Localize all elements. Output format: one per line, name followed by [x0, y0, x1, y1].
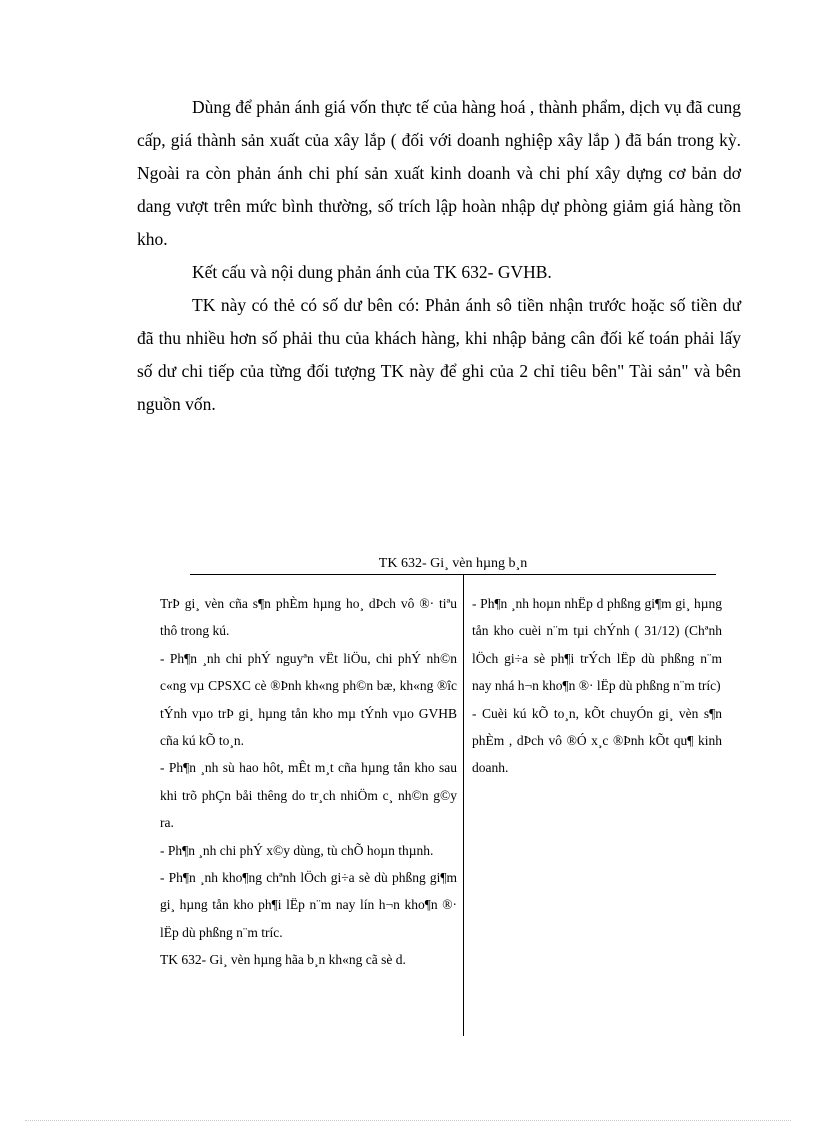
debit-entry: - Ph¶n ¸nh kho¶ng chªnh lÖch gi÷a sè dù phßng gi¶m gi¸ hµng tån kho ph¶i lËp n¨m nay lín h¬n kho¶n ®· lËp dù phßng n¨m tríc.: [160, 870, 457, 940]
page-bottom-rule: [25, 1120, 791, 1121]
t-account-divider: [463, 575, 464, 1036]
body-paragraph-structure-heading: Kết cấu và nội dung phản ánh của TK 632- GVHB.: [192, 262, 552, 282]
body-paragraph-cogs-purpose: Dùng để phản ánh giá vốn thực tế của hàng hoá , thành phẩm, dịch vụ đã cung cấp, giá thành sản xuất của xây lắp ( đối với doanh nghiệp xây lắp ) đã bán trong kỳ. Ngoài ra còn phản ánh chi phí sản xuất kinh doanh và chi phí xây dựng cơ bản dơ dang vượt trên mức bình thường, số trích lập hoàn nhập dự phòng giảm giá hàng tồn kho.: [137, 97, 741, 249]
debit-entry: TrÞ gi¸ vèn cña s¶n phÈm hµng ho¸ dÞch vô ®· tiªu thô trong kú.: [160, 596, 457, 639]
debit-entry: - Ph¶n ¸nh chi phÝ x©y dùng, tù chÕ hoµn thµnh.: [160, 842, 434, 858]
credit-entry: - Ph¶n ¸nh hoµn nhËp d phßng gi¶m gi¸ hµng tån kho cuèi n¨m tµi chÝnh ( 31/12) (Chªnh lÖch gi÷a sè ph¶i trÝch lËp dù phßng n¨m nay nhá h¬n kho¶n ®· lËp dù phßng n¨m tríc): [472, 596, 722, 694]
debit-entry: - Ph¶n ¸nh chi phÝ nguyªn vËt liÖu, chi phÝ nh©n c«ng vµ CPSXC cè ®Þnh kh«ng ph©n bæ, kh«ng ®îc tÝnh vµo trÞ gi¸ hµng tån kho mµ tÝnh vµo GVHB cña kú kÕ to¸n.: [160, 650, 457, 749]
debit-entry: - Ph¶n ¸nh sù hao hôt, mÊt m¸t cña hµng tån kho sau khi trõ phÇn båi thêng do tr¸ch nhiÖm c¸ nh©n g©y ra.: [160, 760, 457, 831]
t-account-title: TK 632- Gi¸ vèn hµng b¸n: [190, 555, 716, 575]
t-account-debit-side: [160, 590, 457, 974]
t-account-credit-side: [472, 590, 722, 782]
body-paragraph-credit-balance: TK này có thẻ có số dư bên có: Phản ánh sô tiền nhận trước hoặc số tiền dư đã thu nhiều hơn số phải thu của khách hàng, khi nhập bảng cân đối kế toán phải lấy số dư chi tiếp của từng đối tượng TK này để ghi của 2 chỉ tiêu bên" Tài sản" và bên nguồn vốn.: [137, 295, 741, 414]
credit-entry: - Cuèi kú kÕ to¸n, kÕt chuyÓn gi¸ vèn s¶n phÈm , dÞch vô ®Ó x¸c ®Þnh kÕt qu¶ kinh doanh.: [472, 705, 722, 776]
debit-entry: TK 632- Gi¸ vèn hµng hãa b¸n kh«ng cã sè d.: [160, 952, 406, 968]
